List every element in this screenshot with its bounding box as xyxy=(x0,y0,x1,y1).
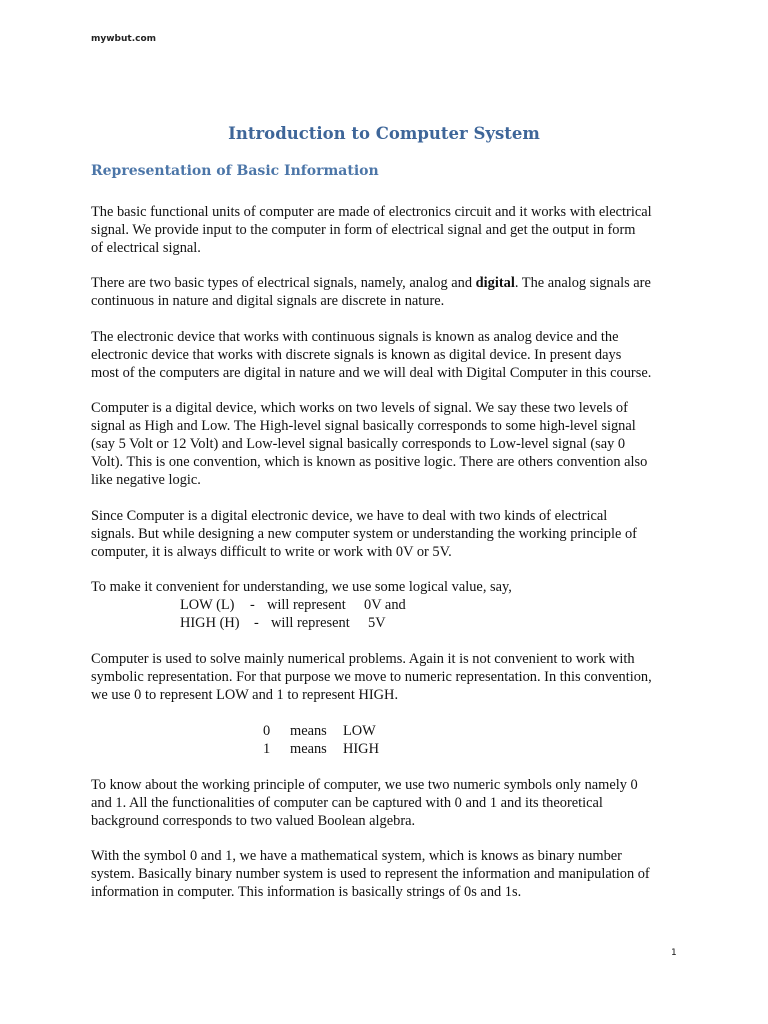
paragraph-line: signals. But while designing a new computer system or understanding the working principle of xyxy=(91,526,637,542)
logic-dash: - xyxy=(254,615,259,631)
paragraph-line: The basic functional units of computer are made of electronics circuit and it works with electrical xyxy=(91,204,652,220)
binary-means: means xyxy=(290,741,327,757)
paragraph-line: (say 5 Volt or 12 Volt) and Low-level signal basically corresponds to Low-level signal (say 0 xyxy=(91,436,626,452)
binary-state: LOW xyxy=(343,723,376,739)
paragraph-line: we use 0 to represent LOW and 1 to represent HIGH. xyxy=(91,687,399,703)
paragraph-8 xyxy=(91,776,691,830)
page-number: 1 xyxy=(671,948,677,958)
paragraph-line xyxy=(91,274,691,292)
paragraph-line: of electrical signal. xyxy=(91,240,201,256)
binary-digit: 1 xyxy=(263,741,271,757)
paragraph-4 xyxy=(91,399,691,489)
document-title: Introduction to Computer System xyxy=(228,124,540,143)
logic-name: HIGH (H) xyxy=(180,615,240,631)
paragraph-line: computer, it is always difficult to write or work with 0V or 5V. xyxy=(91,544,452,560)
paragraph-6 xyxy=(91,578,691,596)
logic-value: 5V xyxy=(368,615,386,631)
paragraph-line: like negative logic. xyxy=(91,472,201,488)
paragraph-line: The electronic device that works with continuous signals is known as analog device and the xyxy=(91,329,619,345)
bold-term-digital: digital xyxy=(475,275,515,291)
logic-name: LOW (L) xyxy=(180,597,235,613)
paragraph-line: symbolic representation. For that purpose we move to numeric representation. In this convention, xyxy=(91,669,652,685)
paragraph-3 xyxy=(91,328,691,382)
section-heading: Representation of Basic Information xyxy=(91,163,379,179)
paragraph-line: information in computer. This information is basically strings of 0s and 1s. xyxy=(91,884,522,900)
paragraph-line: Computer is a digital device, which works on two levels of signal. We say these two levels of xyxy=(91,400,628,416)
paragraph-5 xyxy=(91,507,691,561)
paragraph-2 xyxy=(91,274,691,310)
logic-dash: - xyxy=(250,597,255,613)
paragraph-line: most of the computers are digital in nature and we will deal with Digital Computer in this course. xyxy=(91,365,652,381)
text-run: . The analog signals are xyxy=(514,275,651,291)
paragraph-1 xyxy=(91,203,691,257)
binary-state: HIGH xyxy=(343,741,379,757)
paragraph-line: system. Basically binary number system is used to represent the information and manipulation of xyxy=(91,866,650,882)
paragraph-line: With the symbol 0 and 1, we have a mathematical system, which is knows as binary number xyxy=(91,848,622,864)
binary-digit: 0 xyxy=(263,723,271,739)
paragraph-line: Since Computer is a digital electronic device, we have to deal with two kinds of electrical xyxy=(91,508,608,524)
logic-verb: will represent xyxy=(271,615,350,631)
paragraph-line: To know about the working principle of computer, we use two numeric symbols only namely 0 xyxy=(91,777,638,793)
paragraph-line: and 1. All the functionalities of computer can be captured with 0 and 1 and its theoretical xyxy=(91,795,603,811)
paragraph-line: To make it convenient for understanding, we use some logical value, say, xyxy=(91,579,512,595)
paragraph-7 xyxy=(91,650,691,704)
paragraph-line: background corresponds to two valued Boolean algebra. xyxy=(91,813,416,829)
paragraph-line: Volt). This is one convention, which is known as positive logic. There are others convention also xyxy=(91,454,648,470)
paragraph-9 xyxy=(91,847,691,901)
site-watermark: mywbut.com xyxy=(91,34,157,44)
logic-verb: will represent xyxy=(267,597,346,613)
paragraph-line: Computer is used to solve mainly numerical problems. Again it is not convenient to work with xyxy=(91,651,635,667)
paragraph-line: signal. We provide input to the computer in form of electrical signal and get the output in form xyxy=(91,222,636,238)
logic-value: 0V and xyxy=(364,597,406,613)
paragraph-line: continuous in nature and digital signals are discrete in nature. xyxy=(91,293,445,309)
text-run: There are two basic types of electrical signals, namely, analog and xyxy=(91,275,476,291)
paragraph-line: electronic device that works with discrete signals is known as digital device. In present days xyxy=(91,347,622,363)
binary-means: means xyxy=(290,723,327,739)
paragraph-line: signal as High and Low. The High-level signal basically corresponds to some high-level signal xyxy=(91,418,636,434)
